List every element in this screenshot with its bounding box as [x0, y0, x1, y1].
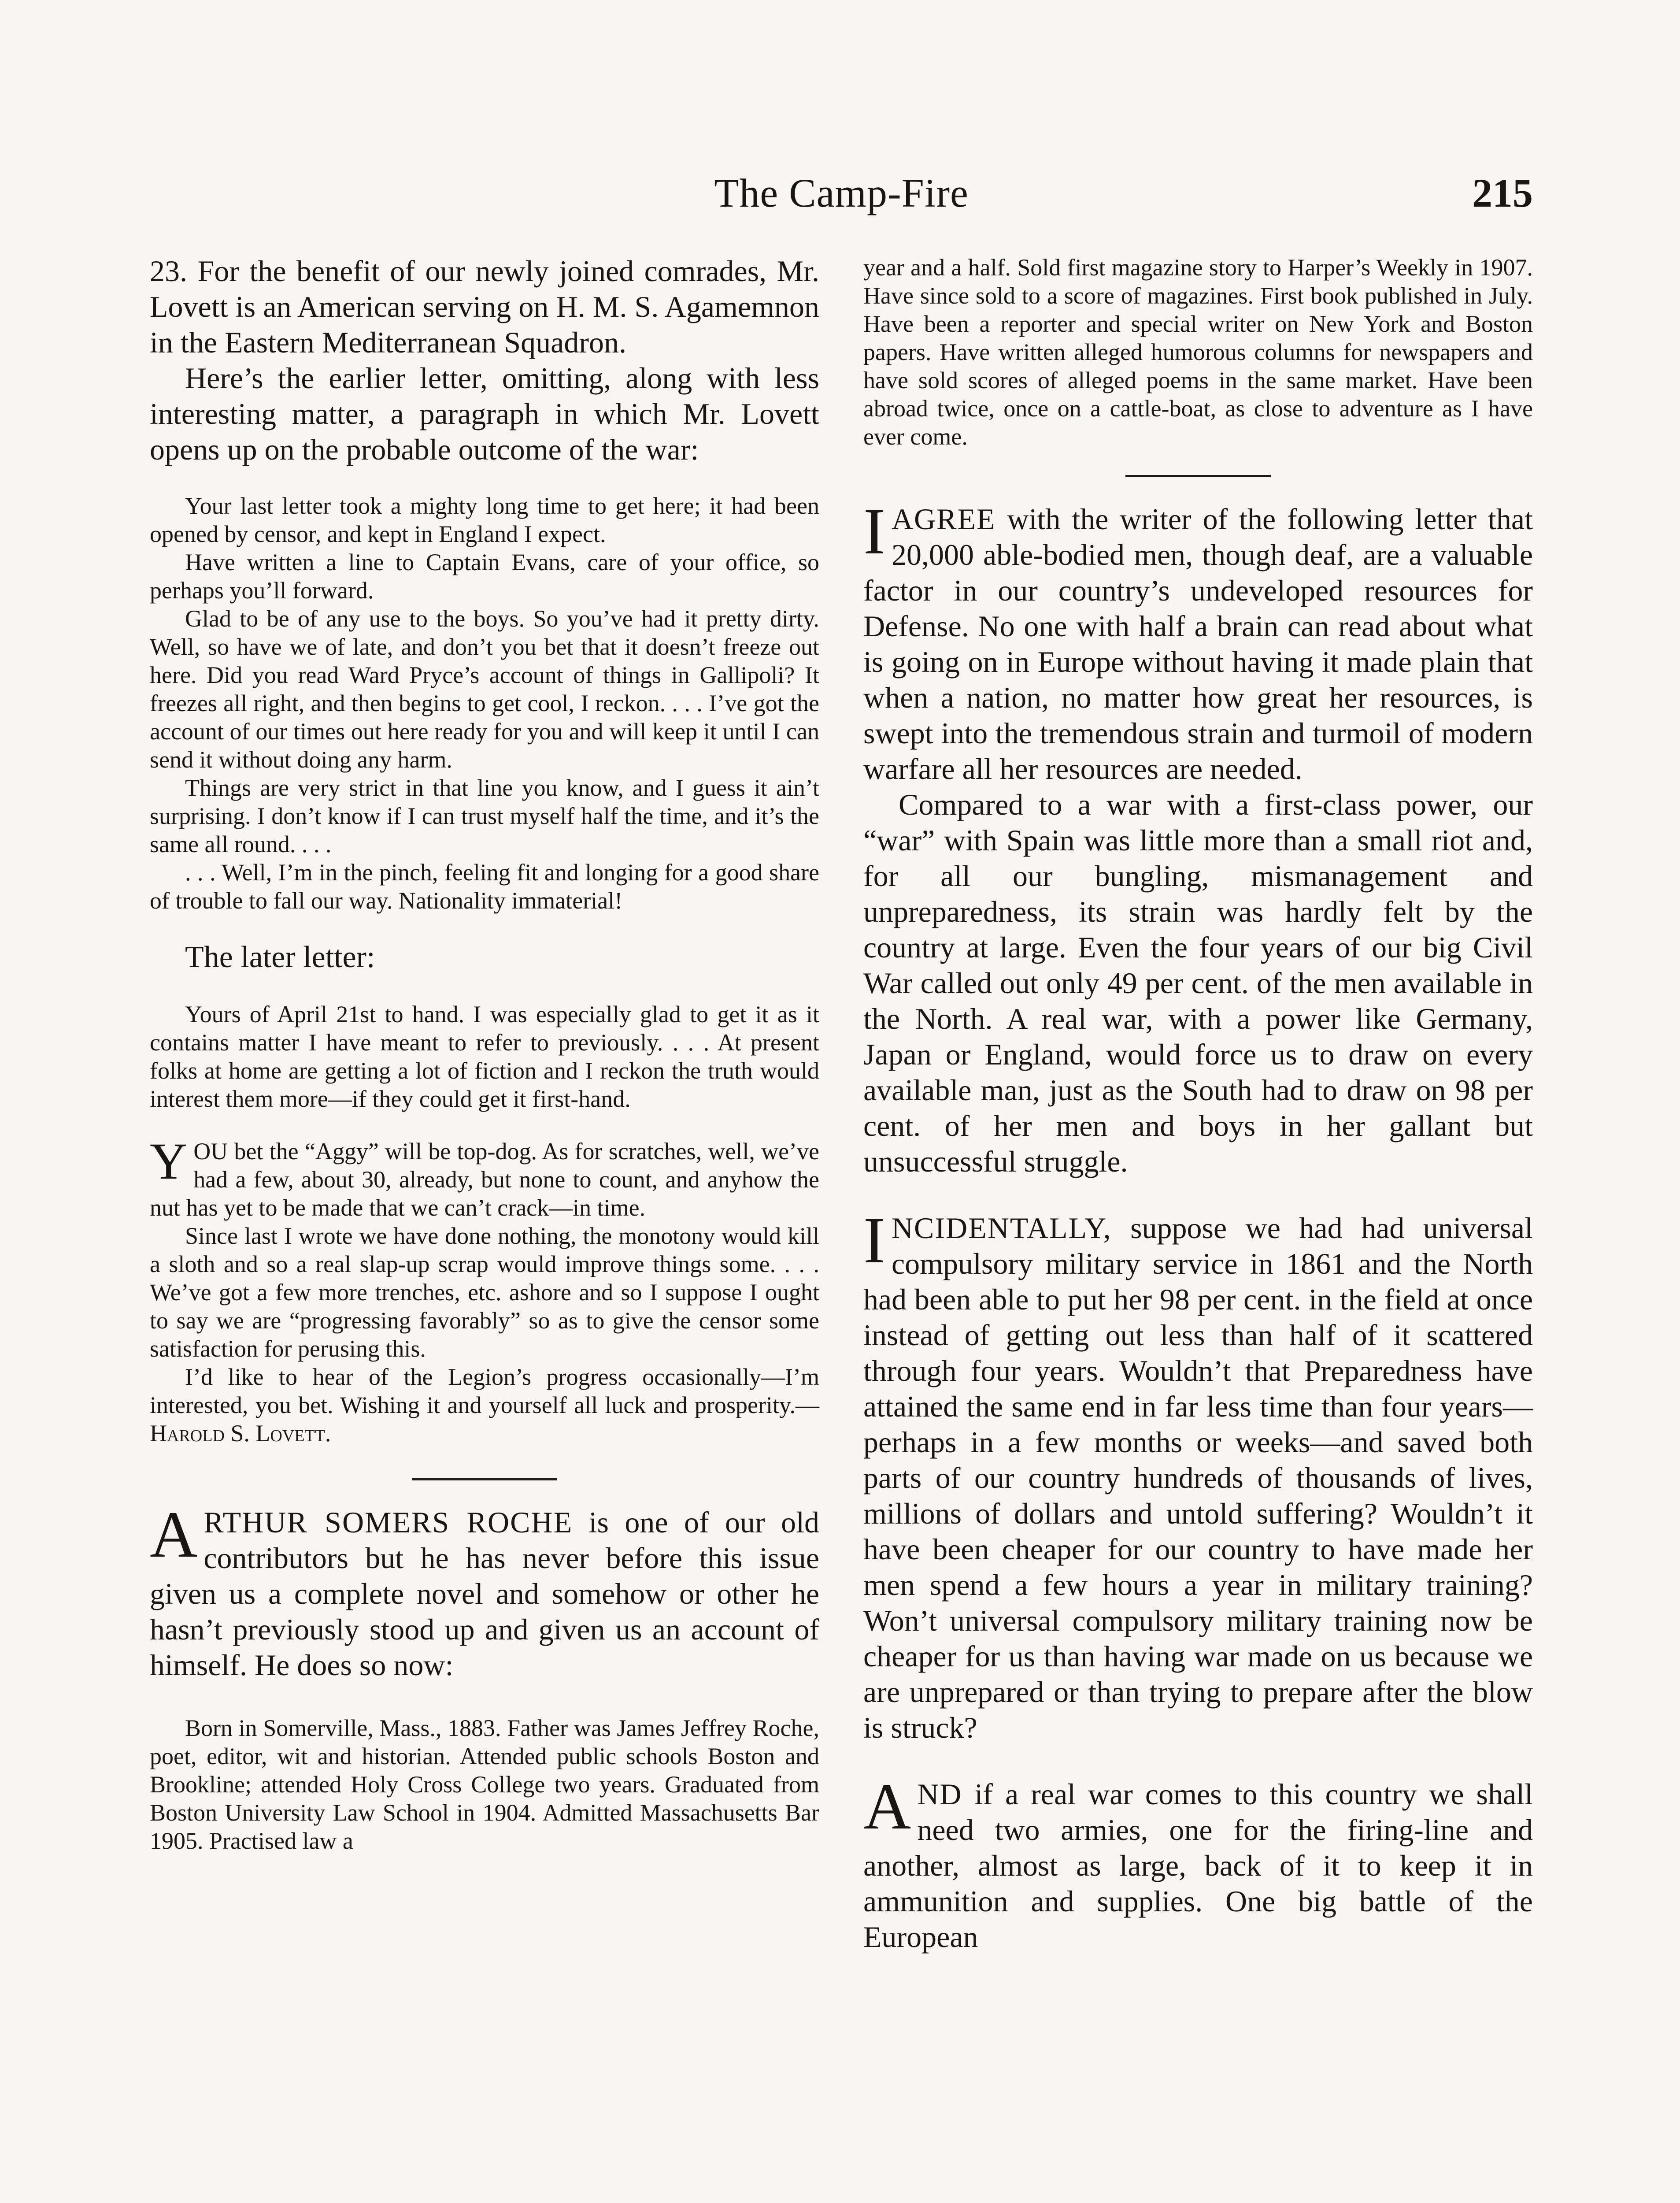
letter-paragraph: Since last I wrote we have done nothing, the monotony would kill a sloth and so a real slap-up scrap would improve things some. . . . We’ve got a few more trenches, etc. ashore and so I suppose I ought to say we are “progressing favorably” so as to give the censor some satisfaction for perusing this. [150, 1223, 819, 1362]
letter-paragraph-dropcap [150, 1132, 819, 1222]
signature: Harold S. Lovett. [150, 1420, 331, 1446]
left-column [150, 253, 819, 1855]
running-head [150, 170, 1533, 223]
letter-paragraph: . . . Well, I’m in the pinch, feeling fit and longing for a good share of trouble to fall our way. Nationality immaterial! [150, 859, 819, 914]
paragraph-intro: 23. For the benefit of our newly joined comrades, Mr. Lovett is an American serving on H. M. S. Agamemnon in the Eastern Mediterranean Squadron. [150, 254, 819, 359]
letter-paragraph: Glad to be of any use to the boys. So you’ve had it pretty dirty. Well, so have we of late, and don’t you bet that it doesn’t freeze out here. Did you read Ward Pryce’s account of things in Gallipoli? It freezes all right, and then begins to get cool, I reckon. . . . I’ve got the account of our times out here ready for you and will keep it until I can send it without doing any harm. [150, 605, 819, 773]
roche-bio: Born in Somerville, Mass., 1883. Father was James Jeffrey Roche, poet, editor, wit and historian. Attended public schools Boston and Brookline; attended Holy Cross College two years. Graduated from Boston University Law School in 1904. Admitted Massachusetts Bar 1905. Practised law a [150, 1715, 819, 1854]
roche-bio-continued: year and a half. Sold first magazine story to Harper’s Weekly in 1907. Have since sold to a score of magazines. First book published in July. Have been a reporter and special writer on New York and Boston papers. Have written alleged humorous columns for newspapers and have sold scores of alleged poems in the same market. Have been abroad twice, once on a cattle-boat, as close to adventure as I have ever come. [863, 254, 1533, 450]
paragraph-agree: I AGREE with the writer of the following letter that 20,000 able-bodied men, though deaf, are a valuable factor in our country’s undeveloped resources for Defense. No one with half a brain can read about what is going on in Europe without having it made plain that when a nation, no matter how great her resources, is swept into the tremendous strain and turmoil of modern warfare all her resources are needed. [863, 495, 1533, 786]
paragraph-earlier-letter: Here’s the earlier letter, omitting, along with less interesting matter, a paragraph in which Mr. Lovett opens up on the probable outcome of the war: [150, 361, 819, 466]
drop-cap: I [863, 1204, 885, 1277]
subheading-later-letter: The later letter: [185, 940, 375, 974]
paragraph-roche: ARTHUR SOMERS ROCHE is one of our old contributors but he has never before this issue given us a complete novel and somehow or other he hasn’t previously stood up and given us an account of himself. He does so now: [150, 1498, 820, 1682]
paragraph-incidentally: INCIDENTALLY, suppose we had had universal compulsory military service in 1861 and the North had been able to put her 98 per cent. in the field at once instead of getting out less than half of it scattered through four years. Wouldn’t that Preparedness have attained the same end in far less time than four years—perhaps in a few months or weeks—and saved both parts of our country hundreds of thousands of lives, millions of dollars and untold suffering? Wouldn’t it have been cheaper for our country to have made her men spend a few hours a year in military training? Won’t universal compulsory military training now be cheaper for us than having war made on us because we are unprepared or than trying to prepare after the blow is struck? [863, 1204, 1533, 1744]
letter-paragraph: Your last letter took a mighty long time to get here; it had been opened by censor, and kept in England I expect. [150, 493, 819, 547]
drop-cap: Y [150, 1132, 188, 1190]
letter-paragraph: Have written a line to Captain Evans, care of your office, so perhaps you’ll forward. [150, 549, 819, 604]
page-number: 215 [1472, 171, 1533, 215]
drop-cap: I [863, 495, 885, 568]
paragraph-compared: Compared to a war with a first-class power, our “war” with Spain was little more than a small riot and, for all our bungling, mismanagement and unpreparedness, its strain was hardly felt by the country at large. Even the four years of our big Civil War called out only 49 per cent. of the men available in the North. A real war, with a power like Germany, Japan or England, would force us to draw on every available man, just as the South had to draw on 98 per cent. of her men and boys in her gallant but unsuccessful struggle. [863, 788, 1533, 1178]
letter-later [150, 1000, 819, 1447]
letter-earlier [150, 492, 819, 915]
letter-paragraph-closing: I’d like to hear of the Legion’s progress occasionally—I’m interested, you bet. Wishing it and yourself all luck and prosperity.—Harold S. Lovett. [150, 1364, 819, 1446]
letter-paragraph-text: OU bet the “Aggy” will be top-dog. As for scratches, well, we’ve had a few, about 30, already, but none to count, and anyhow the nut has yet to be made that we can’t crack—in time. [150, 1138, 819, 1221]
right-column [863, 253, 1533, 1955]
letter-paragraph: Things are very strict in that line you know, and I guess it ain’t surprising. I don’t know if I can trust myself half the time, and it’s the same all round. . . . [150, 775, 819, 857]
drop-cap: A [863, 1770, 911, 1843]
letter-paragraph: Yours of April 21st to hand. I was especially glad to get it as it contains matter I have meant to refer to previously. . . . At present folks at home are getting a lot of fiction and I reckon the truth would interest them more—if they could get it first-hand. [150, 1001, 819, 1112]
paragraph-and-if: AND if a real war comes to this country we shall need two armies, one for the firing-line and another, almost as large, back of it to keep it in ammunition and supplies. One big battle of the European [863, 1770, 1533, 1954]
drop-cap: A [150, 1498, 198, 1571]
page-title: The Camp-Fire [714, 171, 969, 215]
